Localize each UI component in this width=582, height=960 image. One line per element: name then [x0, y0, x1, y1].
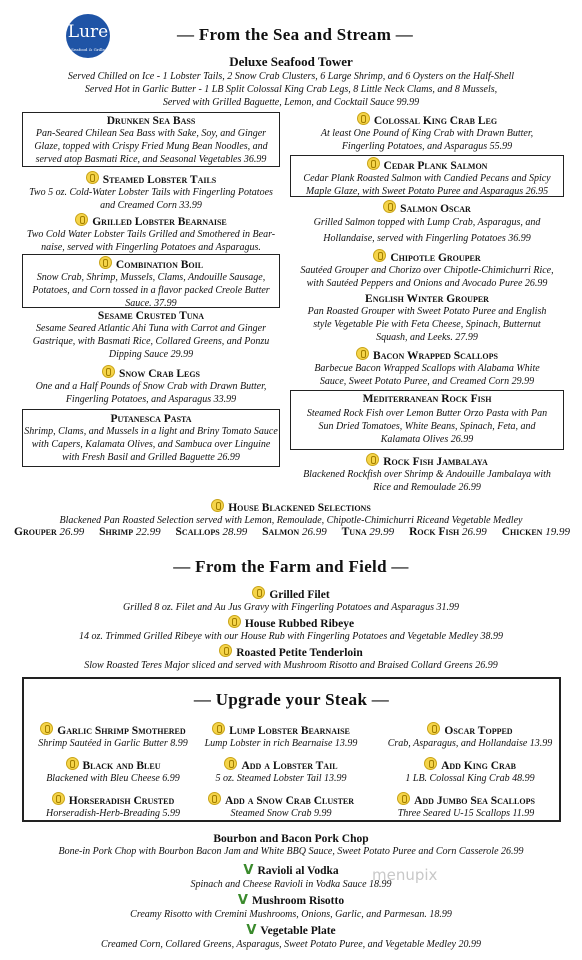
gold-coin-icon: [52, 792, 65, 805]
upgrade-item: Add a Lobster Tail 5 oz. Steamed Lobster Tail 13.99: [196, 757, 366, 785]
dish-name: Bacon Wrapped Scallops: [373, 350, 498, 362]
gold-coin-icon: [367, 157, 380, 170]
leaf-icon: V: [243, 863, 254, 878]
dish-name: Sesame Crusted Tuna: [97, 310, 205, 322]
gold-coin-icon: [40, 722, 53, 735]
dish-name: Grilled Lobster Bearnaise: [92, 216, 227, 228]
dish-name: Bourbon and Bacon Pork Chop: [213, 833, 369, 845]
logo-name: Lure: [67, 22, 109, 42]
dish-steamed-lobster-tails: [20, 171, 282, 212]
dish-name: Ravioli al Vodka: [257, 865, 339, 877]
gold-coin-icon: [357, 112, 370, 125]
dish-desc: Kalamata Olives 26.99: [380, 434, 474, 445]
dish-name: Rock Fish Jambalaya: [383, 456, 488, 468]
gold-coin-icon: [102, 365, 115, 378]
house-blackened-selections: [0, 499, 582, 527]
upgrade-item: Add King Crab 1 LB. Colossal King Crab 48.99: [382, 757, 558, 785]
seafood-tower: [0, 54, 582, 109]
blackened-options-row: [14, 526, 570, 538]
watermark: menupix: [372, 866, 438, 884]
dish-desc: Fingerling Potatoes, and Asparagus 55.99: [341, 141, 513, 152]
gold-coin-icon: [252, 586, 265, 599]
dish-desc: Bone-in Pork Chop with Bourbon Bacon Jam and White BBQ Sauce, Sweet Potato Puree and Corn Casserole 26.99: [58, 846, 524, 857]
dish-name: Combination Boil: [115, 259, 204, 271]
dish-name: Mushroom Risotto: [251, 895, 345, 907]
dish-name: Drunken Sea Bass: [106, 115, 196, 127]
dish-roasted-petite-tenderloin: [0, 644, 582, 672]
dish-bourbon-bacon-pork-chop: [0, 833, 582, 858]
dish-desc: style Vegetable Pie with Feta Cheese, Spinach, Butternut: [313, 319, 541, 330]
upgrade-item: Oscar Topped Crab, Asparagus, and Hollandaise 13.99: [382, 722, 558, 750]
gold-coin-icon: [228, 615, 241, 628]
dish-name: Chipotle Grouper: [390, 252, 481, 264]
blackened-option: Rock Fish 26.99: [409, 526, 487, 538]
dish-desc: Snow Crab, Shrimp, Mussels, Clams, Andouille Sausage,: [36, 272, 266, 283]
dish-desc: Hollandaise, served with Fingerling Potatoes 36.99: [323, 233, 531, 244]
dish-desc: Pan-Seared Chilean Sea Bass with Sake, Soy, and Ginger: [35, 128, 267, 139]
dish-desc: Pan Roasted Grouper with Sweet Potato Puree and English: [307, 306, 547, 317]
dish-grilled-filet: [0, 586, 582, 614]
dish-box-combination-boil: [22, 254, 280, 308]
upgrade-item: Black and Bleu Blackened with Bleu Cheese 6.99: [28, 757, 198, 785]
dish-bacon-wrapped-scallops: [292, 347, 562, 388]
dish-desc: and Creamed Corn 33.99: [100, 200, 202, 211]
dish-desc: Steamed Rock Fish over Lemon Butter Orzo Pasta with Pan: [306, 408, 548, 419]
dish-name: Putanesca Pasta: [110, 413, 192, 425]
dish-desc: with Sautéed Peppers and Onions and Avocado Puree 26.99: [306, 278, 548, 289]
upgrade-item: Lump Lobster Bearnaise Lump Lobster in rich Bearnaise 13.99: [196, 722, 366, 750]
dish-desc: Grilled 8 oz. Filet and Au Jus Gravy with Fingerling Potatoes and Asparagus 31.99: [122, 602, 459, 613]
dish-desc: Sautéed Grouper and Chorizo over Chipotle-Chimichurri Rice,: [300, 265, 554, 276]
dish-desc: Sesame Seared Atlantic Ahi Tuna with Carrot and Ginger: [36, 323, 266, 334]
dish-chipotle-grouper: [292, 249, 562, 290]
dish-english-winter-grouper: [292, 293, 562, 344]
blackened-option: Salmon 26.99: [262, 526, 327, 538]
dish-desc: Spinach and Cheese Ravioli in Vodka Sauce 18.99: [190, 879, 392, 890]
section-title-upgrade: — Upgrade your Steak —: [193, 690, 390, 709]
dish-name: Steamed Lobster Tails: [102, 174, 217, 186]
dish-desc: Rice and Remoulade 26.99: [373, 482, 481, 493]
gold-coin-icon: [86, 171, 99, 184]
dish-desc: Two 5 oz. Cold-Water Lobster Tails with Fingerling Potatoes: [29, 187, 273, 198]
gold-coin-icon: [424, 757, 437, 770]
dish-mushroom-risotto: [0, 893, 582, 921]
leaf-icon: V: [246, 923, 257, 938]
gold-coin-icon: [356, 347, 369, 360]
dish-desc: Served Chilled on Ice - 1 Lobster Tails, 2 Snow Crab Clusters, 6 Large Shrimp, and 6 Oysters on the Half-Shell: [67, 71, 515, 82]
blackened-option: Chicken 19.99: [501, 526, 570, 538]
dish-box-cedar-plank-salmon: [290, 155, 564, 197]
dish-desc: Two Cold Water Lobster Tails Grilled and Smothered in Bear-: [26, 229, 276, 240]
dish-desc: Cedar Plank Roasted Salmon with Candied Pecans and Spicy: [303, 173, 551, 184]
section-title-farm: — From the Farm and Field —: [173, 557, 409, 576]
dish-house-rubbed-ribeye: [0, 615, 582, 643]
dish-name: Snow Crab Legs: [118, 368, 201, 380]
dish-desc: Creamed Corn, Collared Greens, Asparagus, Sweet Potato Puree, and Vegetable Medley 20.99: [101, 939, 481, 950]
gold-coin-icon: [212, 722, 225, 735]
dish-desc: Grilled Salmon topped with Lump Crab, Asparagus, and: [313, 217, 541, 228]
dish-desc: with Capers, Kalamata Olives, and Sambuca over Linguine: [31, 439, 271, 450]
leaf-icon: V: [237, 893, 248, 908]
upgrade-item: Garlic Shrimp Smothered Shrimp Sautéed in Garlic Butter 8.99: [28, 722, 198, 750]
dish-snow-crab-legs: [20, 365, 282, 406]
dish-sesame-crusted-tuna: [20, 310, 282, 361]
gold-coin-icon: [99, 256, 112, 269]
dish-desc: Blackened Rockfish over Shrimp & Andouille Jambalaya with: [303, 469, 551, 480]
gold-coin-icon: [373, 249, 386, 262]
dish-name: Grilled Filet: [269, 589, 330, 601]
dish-desc: Potatoes, and Corn tossed in a flavor packed Creole Butter: [32, 285, 270, 296]
blackened-option: Tuna 29.99: [341, 526, 395, 538]
dish-name: Salmon Oscar: [400, 203, 471, 215]
gold-coin-icon: [75, 213, 88, 226]
logo-tagline: Seafood & Grille: [71, 47, 105, 52]
dish-desc: Shrimp, Clams, and Mussels in a light and Briny Tomato Sauce: [24, 426, 278, 437]
dish-desc: Squash, and Leeks. 27.99: [376, 332, 478, 343]
dish-name: Cedar Plank Salmon: [383, 160, 488, 172]
gold-coin-icon: [66, 757, 79, 770]
dish-desc: Fingerling Potatoes, and Asparagus 33.99: [65, 394, 237, 405]
dish-salmon-oscar: [292, 200, 562, 247]
dish-name: Vegetable Plate: [260, 925, 336, 937]
dish-colossal-king-crab-leg: [292, 112, 562, 153]
blackened-option: Scallops 28.99: [175, 526, 248, 538]
dish-desc: with Fresh Basil and Grilled Baguette 26.99: [62, 452, 240, 463]
gold-coin-icon: [211, 499, 224, 512]
dish-desc: Sauce, Sweet Potato Puree, and Creamed Corn 29.99: [319, 376, 535, 387]
dish-desc: Blackened Pan Roasted Selection served with Lemon, Remoulade, Chipotle-Chimichurri Riceand Vegetable Medley: [59, 515, 523, 526]
gold-coin-icon: [208, 792, 221, 805]
dish-name: Colossal King Crab Leg: [373, 115, 498, 127]
dish-box-drunken-sea-bass: [22, 112, 280, 167]
dish-name: House Rubbed Ribeye: [244, 618, 355, 630]
dish-name: Deluxe Seafood Tower: [229, 54, 353, 69]
gold-coin-icon: [427, 722, 440, 735]
dish-name: Roasted Petite Tenderloin: [236, 647, 363, 659]
dish-desc: Dipping Sauce 29.99: [108, 349, 194, 360]
gold-coin-icon: [366, 453, 379, 466]
gold-coin-icon: [224, 757, 237, 770]
dish-desc: Barbecue Bacon Wrapped Scallops with Alabama White: [314, 363, 540, 374]
dish-desc: 14 oz. Trimmed Grilled Ribeye with our House Rub with Fingerling Potatoes and Vegetable Medley 38.99: [78, 631, 504, 642]
dish-desc: Gastrique, with Basmati Rice, Collared Greens, and Ponzu: [32, 336, 270, 347]
dish-ravioli-al-vodka: [0, 863, 582, 891]
dish-vegetable-plate: [0, 923, 582, 951]
gold-coin-icon: [397, 792, 410, 805]
dish-box-mediterranean-rock-fish: [290, 390, 564, 450]
dish-desc: Served Hot in Garlic Butter - 1 LB Split Colossal King Crab Legs, 8 Little Neck Clams, and 8 Mussels,: [84, 84, 498, 95]
dish-grilled-lobster-bearnaise: [20, 213, 282, 254]
upgrade-item: Add Jumbo Sea Scallops Three Seared U-15 Scallops 11.99: [374, 792, 558, 820]
dish-name: House Blackened Selections: [228, 502, 371, 514]
dish-name: English Winter Grouper: [365, 293, 489, 305]
blackened-option: Shrimp 22.99: [99, 526, 161, 538]
dish-desc: Sauce. 37.99: [125, 298, 177, 309]
dish-rock-fish-jambalaya: [292, 453, 562, 494]
dish-desc: served atop Basmati Rice, and Seasonal Vegetables 36.99: [35, 154, 267, 165]
upgrade-item: Horseradish Crusted Horseradish-Herb-Breading 5.99: [28, 792, 198, 820]
dish-desc: Maple Glaze, with Sweet Potato Puree and Asparagus 26.95: [305, 186, 549, 197]
dish-box-putanesca-pasta: [22, 409, 280, 467]
dish-desc: Slow Roasted Teres Major sliced and served with Mushroom Risotto and Braised Collard Greens 26.99: [84, 660, 498, 671]
dish-desc: naise, served with Fingerling Potatoes and Asparagus.: [41, 242, 261, 253]
dish-desc: Sun Dried Tomatoes, White Beans, Spinach, Feta, and: [318, 421, 536, 432]
dish-desc: Creamy Risotto with Cremini Mushrooms, Onions, Garlic, and Parmesan. 18.99: [130, 909, 452, 920]
gold-coin-icon: [219, 644, 232, 657]
blackened-option: Grouper 26.99: [14, 526, 85, 538]
dish-desc: Glaze, topped with Crispy Fried Mung Bean Noodles, and: [34, 141, 268, 152]
dish-desc: At least One Pound of King Crab with Drawn Butter,: [320, 128, 534, 139]
dish-desc: Served with Grilled Baguette, Lemon, and Cocktail Sauce 99.99: [162, 97, 420, 108]
upgrade-item: Add a Snow Crab Cluster Steamed Snow Crab 9.99: [190, 792, 372, 820]
dish-name: Mediterranean Rock Fish: [362, 393, 492, 405]
gold-coin-icon: [383, 200, 396, 213]
restaurant-logo: [66, 14, 110, 58]
dish-desc: One and a Half Pounds of Snow Crab with Drawn Butter,: [35, 381, 267, 392]
section-title-sea: — From the Sea and Stream —: [176, 25, 413, 44]
